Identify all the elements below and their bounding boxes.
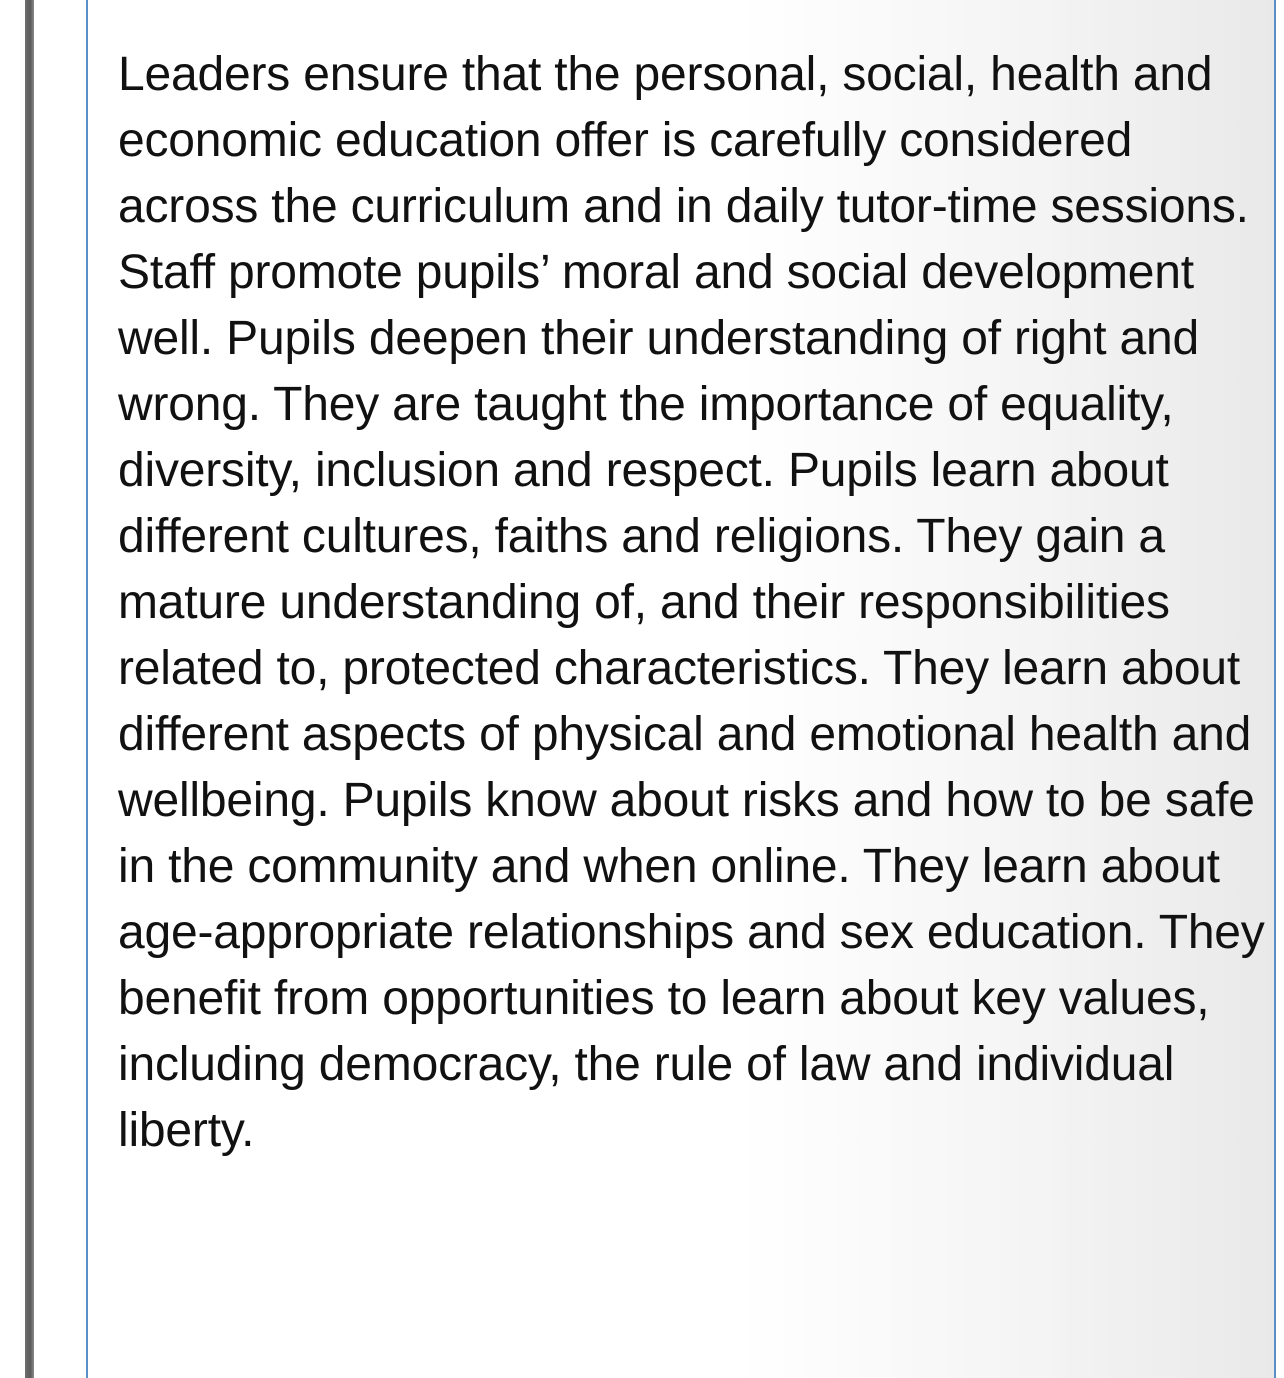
page-left-rail <box>25 0 34 1378</box>
quote-paragraph: Leaders ensure that the personal, social, health and economic education offer is carefully considered across the curriculum and in daily tutor-time sessions. Staff promote pupils’ moral and social development well. Pupils deepen their understanding of right and wrong. They are taught the importance of equality, diversity, inclusion and respect. Pupils learn about different cultures, faiths and religions. They gain a mature understanding of, and their responsibilities related to, protected characteristics. They learn about different aspects of physical and emotional health and wellbeing. Pupils know about risks and how to be safe in the community and when online. They learn about age-appropriate relationships and sex education. They benefit from opportunities to learn about key values, including democracy, the rule of law and individual liberty. <box>118 48 1265 1157</box>
page-margin <box>34 0 86 1378</box>
quote-panel <box>86 0 1276 1378</box>
